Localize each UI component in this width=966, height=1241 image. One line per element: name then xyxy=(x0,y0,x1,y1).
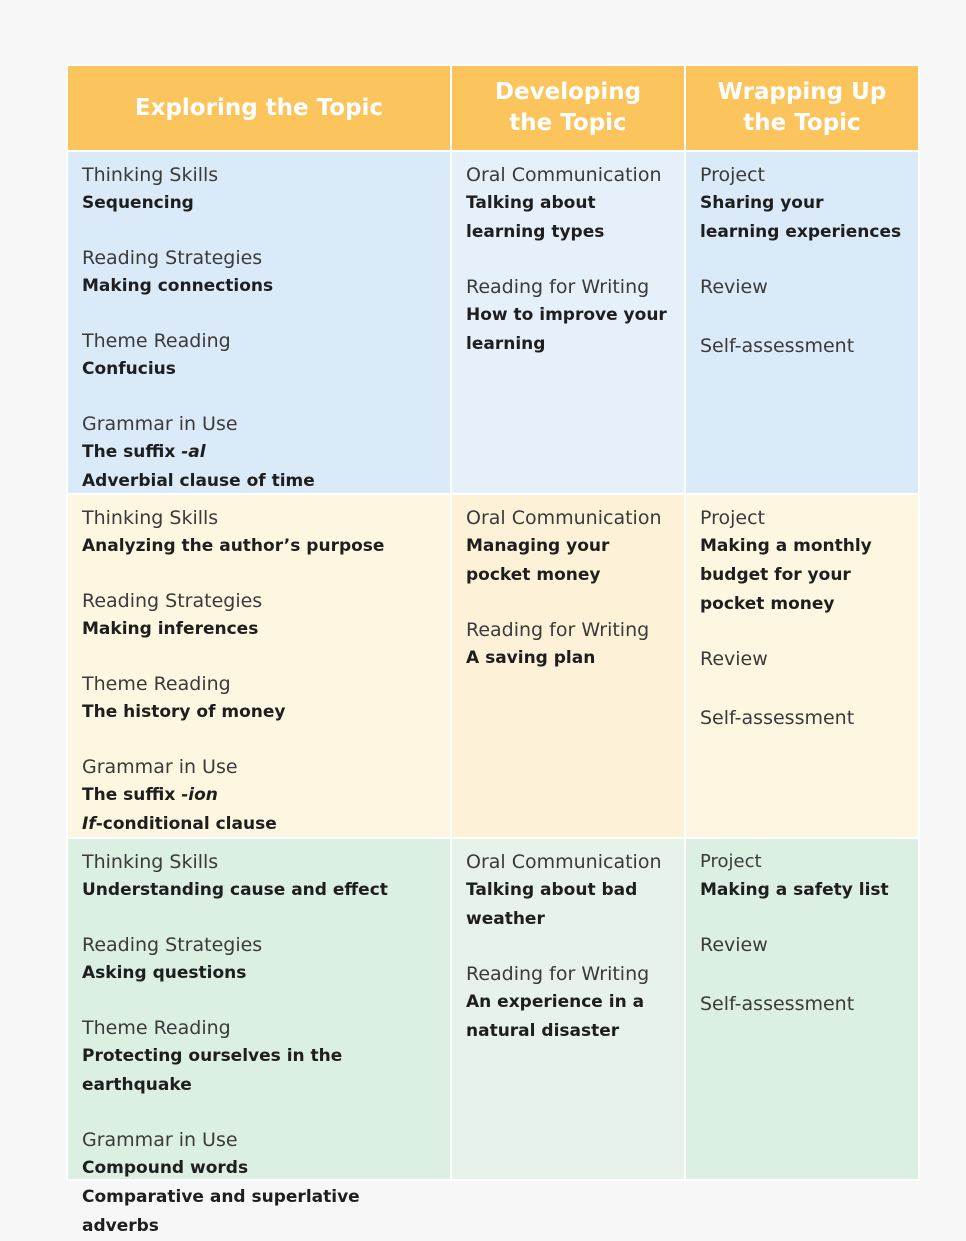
entry-label: Oral Communication xyxy=(466,507,662,529)
review-label: Review xyxy=(700,934,768,956)
row3-exploring-cell xyxy=(68,839,450,1236)
row1-wrapping-cell xyxy=(686,152,918,493)
entry-label: Theme Reading xyxy=(82,673,231,695)
entry-title: An experience in a natural disaster xyxy=(466,992,645,1041)
entry-label: Reading for Writing xyxy=(466,276,650,298)
entry-label: Thinking Skills xyxy=(82,164,219,186)
entry-title: Confucius xyxy=(82,359,176,379)
entry-title: Making inferences xyxy=(82,619,259,639)
header-wrapping-text: Wrapping Up the Topic xyxy=(717,79,887,136)
entry-title: Sharing your learning experiences xyxy=(700,193,902,242)
entry-title: Understanding cause and effect xyxy=(82,880,388,900)
header-wrapping xyxy=(686,66,918,150)
header-exploring xyxy=(68,66,450,150)
self-assessment-label: Self-assessment xyxy=(700,707,855,729)
row3-developing-cell xyxy=(452,839,684,1179)
header-developing xyxy=(452,66,684,150)
entry-title: Protecting ourselves in the earthquake xyxy=(82,1046,343,1095)
row1-developing-cell xyxy=(452,152,684,493)
entry-title: Comparative and superlative adverbs xyxy=(82,1187,360,1236)
entry-label: Thinking Skills xyxy=(82,507,219,529)
row2-developing-cell xyxy=(452,495,684,837)
row2-exploring-cell xyxy=(68,495,450,837)
entry-title: Adverbial clause of time xyxy=(82,471,315,491)
entry-title: Talking about learning types xyxy=(466,193,605,242)
self-assessment-label: Self-assessment xyxy=(700,993,855,1015)
entry-label: Reading for Writing xyxy=(466,619,650,641)
self-assessment-label: Self-assessment xyxy=(700,335,855,357)
entry-title: Sequencing xyxy=(82,193,194,213)
entry-label: Reading Strategies xyxy=(82,247,263,269)
entry-label: Grammar in Use xyxy=(82,756,238,778)
entry-title: Asking questions xyxy=(82,963,247,983)
entry-title: The suffix -al xyxy=(82,442,206,462)
entry-label: Oral Communication xyxy=(466,164,662,186)
entry-title: The history of money xyxy=(82,702,286,722)
entry-title: Compound words xyxy=(82,1158,249,1178)
entry-label: Theme Reading xyxy=(82,1017,231,1039)
header-exploring-text: Exploring the Topic xyxy=(134,94,384,121)
row3-wrapping-cell xyxy=(686,839,918,1179)
entry-label: Theme Reading xyxy=(82,330,231,352)
review-label: Review xyxy=(700,648,768,670)
entry-title: Talking about bad weather xyxy=(466,880,638,929)
entry-title: Making a monthly budget for your pocket money xyxy=(700,536,872,614)
entry-label: Reading Strategies xyxy=(82,590,263,612)
entry-title: If-conditional clause xyxy=(82,814,277,834)
entry-title: Managing your pocket money xyxy=(466,536,610,585)
entry-title: How to improve your learning xyxy=(466,305,667,354)
entry-label: Project xyxy=(700,507,766,529)
review-label: Review xyxy=(700,276,768,298)
entry-label: Thinking Skills xyxy=(82,851,219,873)
entry-label: Grammar in Use xyxy=(82,413,238,435)
entry-title: The suffix -ion xyxy=(82,785,218,805)
entry-title: A saving plan xyxy=(466,648,596,668)
row1-exploring-cell xyxy=(68,152,450,493)
entry-title: Making connections xyxy=(82,276,274,296)
entry-label: Reading for Writing xyxy=(466,963,650,985)
entry-title: Analyzing the author’s purpose xyxy=(82,536,385,556)
entry-title: Making a safety list xyxy=(700,880,889,900)
contents-table xyxy=(66,64,920,1236)
header-developing-text: Developing the Topic xyxy=(494,79,642,136)
entry-label: Project xyxy=(700,164,766,186)
row2-wrapping-cell xyxy=(686,495,918,837)
entry-label: Reading Strategies xyxy=(82,934,263,956)
entry-label: Grammar in Use xyxy=(82,1129,238,1151)
entry-label: Oral Communication xyxy=(466,851,662,873)
entry-label: Project xyxy=(700,851,762,872)
